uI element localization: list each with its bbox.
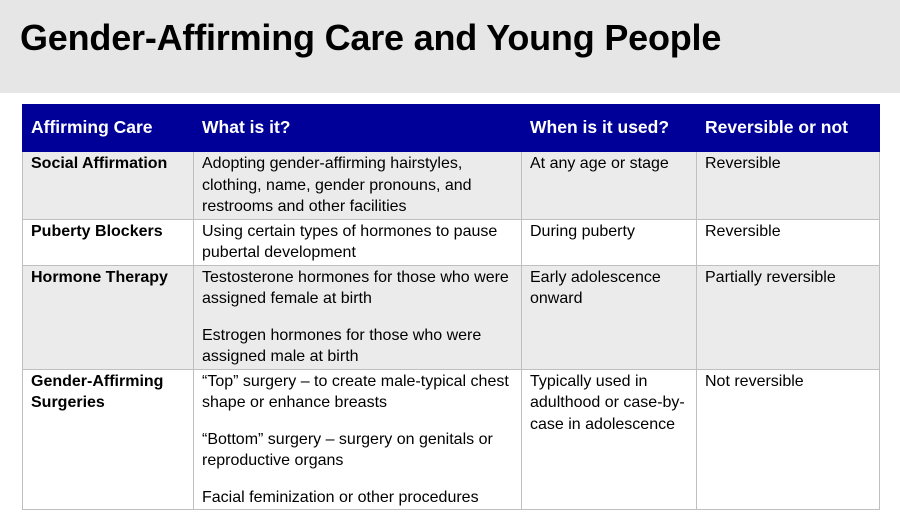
table-row: [23, 369, 880, 510]
row-name: Gender-Affirming Surgeries: [23, 369, 194, 510]
row-reversible: Partially reversible: [697, 265, 880, 369]
row-what: [194, 219, 522, 265]
row-name: Puberty Blockers: [23, 219, 194, 265]
row-what-text: Adopting gender-affirming hairstyles, clothing, name, gender pronouns, and restrooms and other facilities: [202, 155, 472, 215]
row-reversible: Reversible: [697, 152, 880, 220]
row-what: [194, 369, 522, 510]
row-what-text: Using certain types of hormones to pause pubertal development: [202, 222, 498, 261]
row-reversible: Reversible: [697, 219, 880, 265]
table-row: [23, 152, 880, 220]
page-title: Gender-Affirming Care and Young People: [20, 17, 722, 58]
row-what: [194, 265, 522, 369]
row-when: At any age or stage: [522, 152, 697, 220]
row-when: During puberty: [522, 219, 697, 265]
table-row: [23, 219, 880, 265]
header-when-used: When is it used?: [522, 105, 697, 152]
row-what-text: Testosterone hormones for those who were assigned female at birth: [202, 268, 509, 307]
row-when: Typically used in adulthood or case-by-case in adolescence: [522, 369, 697, 510]
row-reversible: Not reversible: [697, 369, 880, 510]
care-table: [22, 104, 880, 510]
row-name: Social Affirmation: [23, 152, 194, 220]
row-what: [194, 152, 522, 220]
row-what-text: Estrogen hormones for those who were assigned male at birth: [202, 326, 482, 365]
row-when: Early adolescence onward: [522, 265, 697, 369]
table-row: [23, 265, 880, 369]
header-what-is-it: What is it?: [194, 105, 522, 152]
row-what-text: “Bottom” surgery – surgery on genitals or reproductive organs: [202, 430, 493, 469]
table-header-row: [23, 105, 880, 152]
row-what-text: Facial feminization or other procedures: [202, 488, 479, 506]
row-what-text: “Top” surgery – to create male-typical chest shape or enhance breasts: [202, 372, 509, 411]
row-name: Hormone Therapy: [23, 265, 194, 369]
header-affirming-care: Affirming Care: [23, 105, 194, 152]
header-reversible: Reversible or not: [697, 105, 880, 152]
